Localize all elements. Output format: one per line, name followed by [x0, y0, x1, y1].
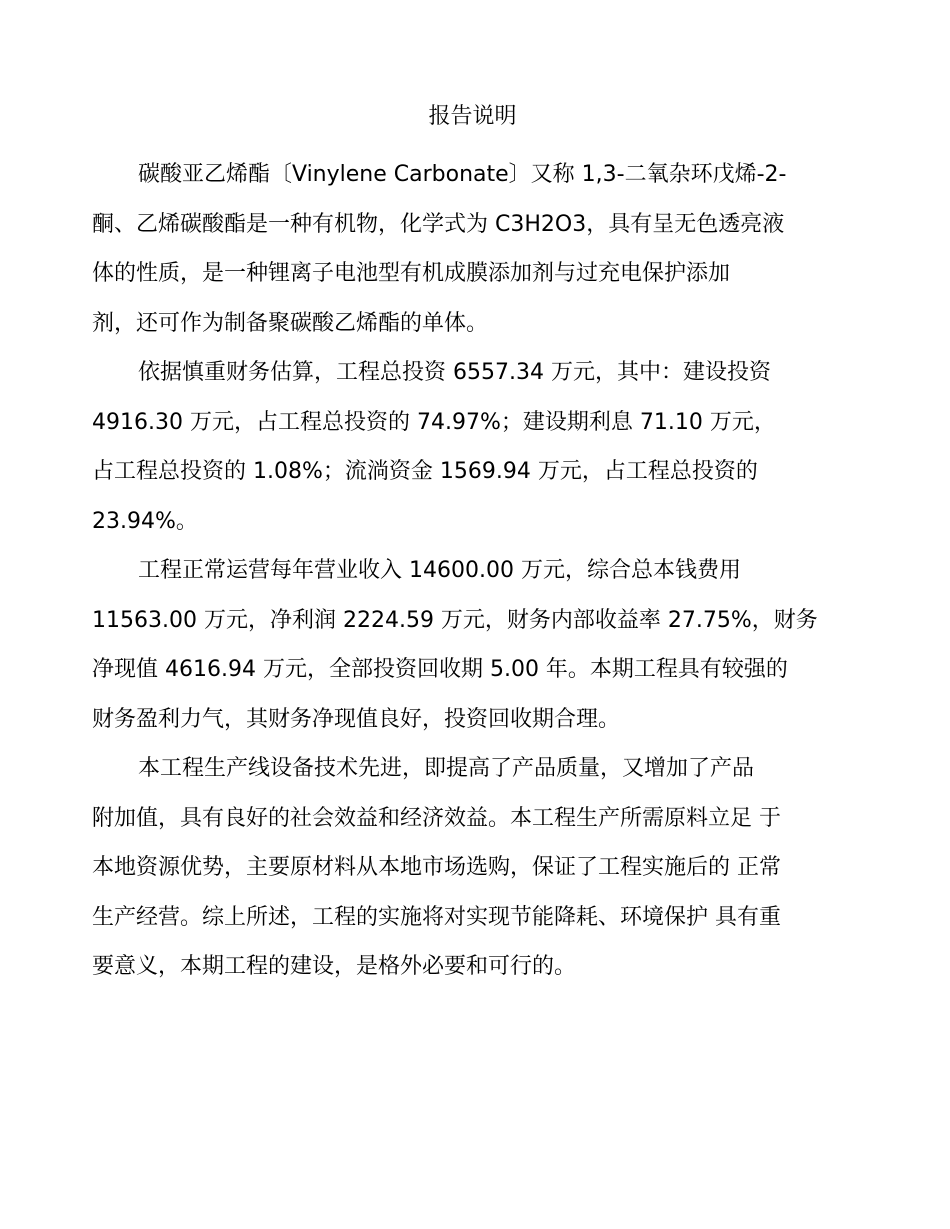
text-line: 4916.30 万元，占工程总投资的 74.97%；建设期利息 71.10 万元，: [92, 409, 776, 435]
text-line: 财务盈利力气，其财务净现值良好，投资回收期合理。: [92, 706, 621, 732]
paragraph-intro: [92, 150, 882, 348]
paragraph-conclusion: [92, 744, 882, 992]
paragraph-investment: [92, 348, 882, 546]
text-line: 净现值 4616.94 万元，全部投资回收期 5.00 年。本期工程具有较强的: [92, 657, 788, 682]
paragraph-revenue: [92, 546, 882, 744]
text-line: 依据慎重财务估算，工程总投资 6557.34 万元，其中：建设投资: [138, 360, 771, 385]
page-title: 报告说明: [428, 104, 517, 129]
document-body: [92, 150, 882, 992]
text-line: 工程正常运营每年营业收入 14600.00 万元，综合总本钱费用: [138, 558, 741, 583]
text-line: 体的性质，是一种锂离子电池型有机成膜添加剂与过充电保护添加: [92, 261, 731, 286]
text-line: 23.94%。: [92, 508, 198, 534]
text-line: 剂，还可作为制备聚碳酸乙烯酯的单体。: [92, 310, 489, 336]
text-line: 生产经营。综上所述，工程的实施将对实现节能降耗、环境保护 具有重: [92, 904, 781, 930]
text-line: 11563.00 万元，净利润 2224.59 万元，财务内部收益率 27.75%，财务: [92, 607, 818, 633]
text-line: 附加值，具有良好的社会效益和经济效益。本工程生产所需原料立足 于: [92, 805, 781, 831]
text-line: 要意义，本期工程的建设，是格外必要和可行的。: [92, 954, 577, 979]
text-line: 占工程总投资的 1.08%；流淌资金 1569.94 万元，占工程总投资的: [92, 459, 758, 484]
text-line: 本地资源优势，主要原材料从本地市场选购，保证了工程实施后的 正常: [92, 855, 781, 880]
text-line: 本工程生产线设备技术先进，即提高了产品质量，又增加了产品: [138, 756, 755, 781]
text-line: 碳酸亚乙烯酯〔Vinylene Carbonate〕又称 1,3-二氧杂环戊烯-2-: [138, 162, 787, 187]
text-line: 酮、乙烯碳酸酯是一种有机物，化学式为 C3H2O3，具有呈无色透亮液: [92, 211, 785, 237]
